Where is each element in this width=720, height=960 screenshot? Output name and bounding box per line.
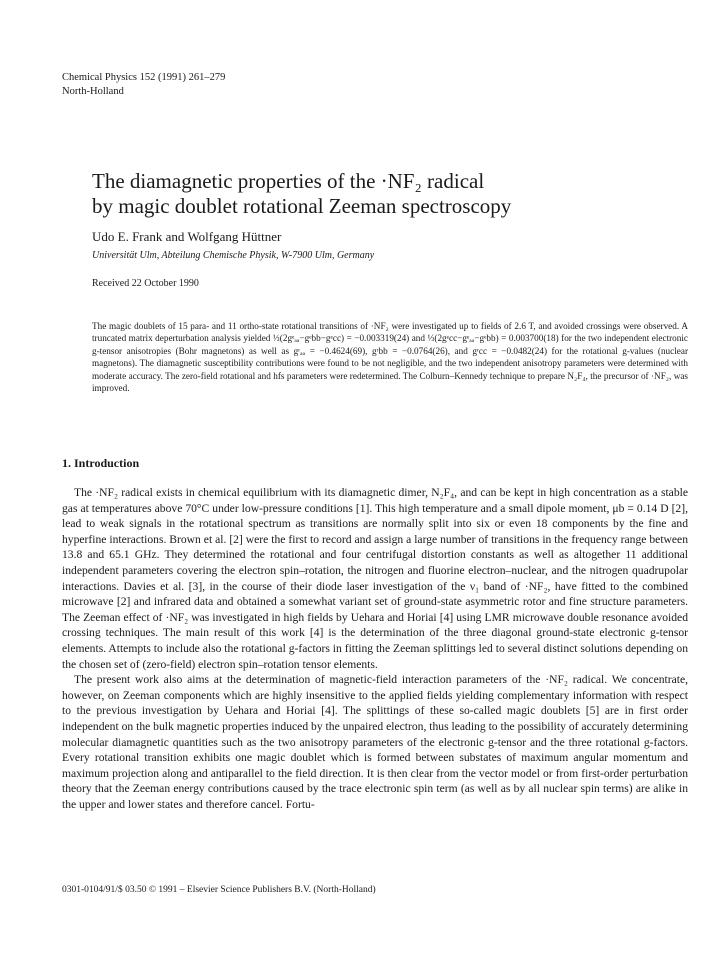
paragraph: The present work also aims at the determination of magnetic-field interaction parameters of the ·NF₂ radical. We concentrate, however, on Zeeman components which are highly insensitive to the applied fields yielding complementary information with respect to the previous investigation by Uehara and Horiai [4]. The splittings of these so-called magic doublets [5] are in first order independent on the bulk magnetic properties induced by the unpaired electron, thus leading to the possibility of accurately determining molecular diamagnetic quantities such as the two anisotropy parameters of the electronic g-tensor and the three rotational g-factors. Every rotational transition exhibits one magic doublet which is formed between substates of maximum angular momentum and maximum projection along and antiparallel to the field direction. It is then clear from the vector model or from first-order perturbation theory that the Zeeman energy contributions caused by the trace electronic spin term (as well as by all nuclear spin terms) are alike in the upper and lower states and therefore cancel. Fortu-: [62, 673, 688, 811]
authors: Udo E. Frank and Wolfgang Hüttner: [92, 229, 282, 244]
journal-header: [62, 71, 225, 99]
received-date: Received 22 October 1990: [92, 278, 199, 289]
body-text: [62, 485, 688, 812]
paper-title-line-1: The diamagnetic properties of the ·NF₂ radical: [92, 169, 485, 193]
journal-citation: Chemical Physics 152 (1991) 261–279: [62, 72, 226, 83]
paper-title: [92, 169, 692, 219]
publisher: North-Holland: [62, 86, 124, 97]
paragraph: The ·NF₂ radical exists in chemical equilibrium with its diamagnetic dimer, N₂F₄, and can be kept in high concentration as a stable gas at temperatures above 70°C under low-pressure conditions [1]. This high temperature and a small dipole moment, μb = 0.14 D [2], lead to weak signals in the rotational spectrum as transitions are normally split into six or even 18 components by the fine and hyperfine interactions. Brown et al. [2] were the first to record and assign a large number of transitions in the frequency range between 13.8 and 65.1 GHz. They determined the rotational and four centrifugal distortion constants as well as altogether 11 additional independent parameters covering the electron spin–rotation, the nitrogen and fluorine electron–nuclear, and the nitrogen quadrupolar interactions. Davies et al. [3], in the course of their diode laser investigation of the ν₁ band of ·NF₂, have fitted to the combined microwave [2] and infrared data and obtained a somewhat variant set of ground-state asymmetric rotor and fine structure parameters. The Zeeman effect of ·NF₂ was investigated in high fields by Uehara and Horiai [4] using LMR microwave double resonance avoided crossing techniques. The main result of this work [4] is the determination of the three diagonal ground-state electronic g-tensor elements. Attempts to include also the rotational g-factors in fitting the Zeeman splittings led to several distinct solutions depending on the chosen set of (zero-field) electron spin–rotation tensor elements.: [62, 486, 688, 671]
abstract: The magic doublets of 15 para- and 11 ortho-state rotational transitions of ·NF₂ were investigated up to fields of 2.6 T, and avoided crossings were observed. A truncated matrix deperturbation analysis yielded ⅓(2gᵉₐₐ−gᵉbb−gᵉcc) = −0.003319(24) and ⅓(2gᵉcc−gᵉₐₐ−gᵉbb) = 0.003700(18) for the two independent electronic g-tensor anisotropies (Bohr magnetons) as well as gʳₐₐ = −0.4624(69), gʳbb = −0.0764(26), and gʳcc = −0.0482(24) for the rotational g-values (nuclear magnetons). The diamagnetic susceptibility contributions were found to be not negligible, and the two independent anisotropy parameters were determined with moderate accuracy. The zero-field rotational and hfs parameters were redetermined. The Colburn–Kennedy technique to prepare N₂F₄, the precursor of ·NF₂, was improved.: [92, 321, 688, 394]
footer-copyright: 0301-0104/91/$ 03.50 © 1991 – Elsevier Science Publishers B.V. (North-Holland): [62, 885, 376, 895]
paper-title-line-2: by magic doublet rotational Zeeman spectroscopy: [92, 194, 512, 218]
affiliation: Universität Ulm, Abteilung Chemische Physik, W-7900 Ulm, Germany: [92, 250, 375, 261]
section-heading: 1. Introduction: [62, 456, 140, 470]
